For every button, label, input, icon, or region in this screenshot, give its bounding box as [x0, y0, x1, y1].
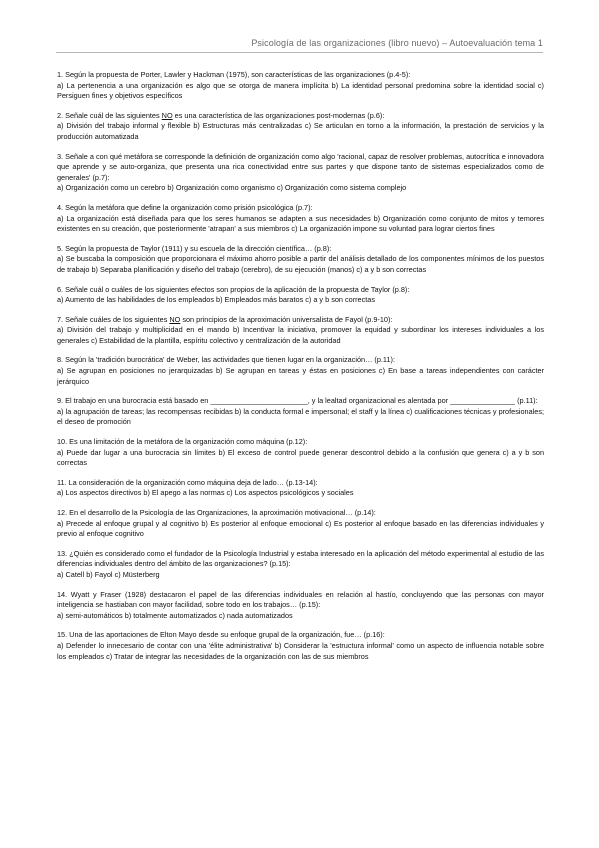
page-header: Psicología de las organizaciones (libro nuevo) – Autoevaluación tema 1	[56, 38, 543, 53]
question-text: 3. Señale a con qué metáfora se corresponde la definición de organización como algo 'racional, capaz de resolver problemas, autocrítica e innovadora que aprende y se auto-organiza, que presenta una rica conectividad entre sus partes y que dispone tanto de sistemas especializados como de generales' (p.7):	[57, 151, 544, 182]
question-13	[57, 549, 544, 581]
underlined-no: NO	[169, 314, 181, 324]
question-2	[57, 111, 544, 143]
answer-options: a) Se buscaba la composición que proporcionara el máximo ahorro posible a partir del análisis detallado de los componentes mínimos de los puestos de trabajo b) Separaba planificación y diseño del trabajo (cerebro), de su ejecución (manos) c) a y b son correctas	[57, 254, 544, 274]
answer-options: a) Precede al enfoque grupal y al cognitivo b) Es posterior al enfoque emocional c) Es posterior al enfoque basado en las diferencias individuales y previo al enfoque cognitivo	[57, 518, 544, 539]
question-text: 10. Es una limitación de la metáfora de la organización como máquina (p.12):	[57, 437, 308, 447]
question-15	[57, 630, 544, 662]
underlined-no: NO	[161, 110, 173, 120]
answer-options: a) semi-automáticos b) totalmente automatizados c) nada automatizados	[57, 610, 293, 620]
question-text: 15. Una de las aportaciones de Elton Mayo desde su enfoque grupal de la organización, fue… (p.16):	[57, 630, 385, 640]
question-text: 11. La consideración de la organización como máquina deja de lado… (p.13-14):	[57, 477, 318, 487]
question-14	[57, 590, 544, 622]
question-9	[57, 396, 544, 428]
answer-options: a) Los aspectos directivos b) El apego a las normas c) Los aspectos psicológicos y sociales	[57, 488, 354, 498]
question-text: 14. Wyatt y Fraser (1928) destacaron el papel de las diferencias individuales en relación al hastío, concluyendo que las personas con mayor inteligencia se hastiaban con mayor facilidad, sobre todo en los trabajos… (p.15):	[57, 589, 544, 610]
answer-options: a) La pertenencia a una organización es algo que se otorga de manera implícita b) La identidad personal predomina sobre la identidad social c) Persiguen fines y objetivos específicos	[57, 80, 544, 101]
answer-options: a) La organización está diseñada para que los seres humanos se adapten a sus necesidades b) Organización como conjunto de mitos y temores existentes en su creación, que posteriormente 'atrapan' a sus miembros c) La organización impone su voluntad para lograr ciertos fines	[57, 213, 544, 234]
question-6	[57, 285, 544, 306]
answer-options: a) Organización como un cerebro b) Organización como organismo c) Organización como sistema complejo	[57, 183, 407, 193]
answer-options: a) Puede dar lugar a una burocracia sin límites b) El exceso de control puede generar descontrol debido a la confusión que genera c) a y b son correctas	[57, 447, 544, 468]
answer-options: a) la agrupación de tareas; las recompensas recibidas b) la conducta formal e impersonal; el staff y la línea c) cualificaciones técnicas y profesionales; el deseo de promoción	[57, 406, 544, 427]
answer-options: a) Catell b) Fayol c) Müsterberg	[57, 569, 160, 579]
question-4	[57, 203, 544, 235]
question-3	[57, 152, 544, 194]
question-1	[57, 70, 544, 102]
question-text: 13. ¿Quién es considerado como el fundador de la Psicología Industrial y estaba interesado en la aplicación del método experimental al estudio de las diferencias individuales dentro del ámbito de las organizaciones? (p.15):	[57, 548, 544, 569]
answer-options: a) Se agrupan en posiciones no jerarquizadas b) Se agrupan en tareas y éstas en posiciones c) En base a tareas independientes con carácter jerárquico	[57, 366, 544, 386]
question-11	[57, 478, 544, 499]
question-5	[57, 244, 544, 276]
answer-options: a) División del trabajo informal y flexible b) Estructuras más centralizadas c) Se articulan en torno a la información, la prestación de servicios y la producción automatizada	[57, 121, 544, 141]
answer-options: a) Defender lo innecesario de contar con una 'élite administrativa' b) Considerar la 'estructura informal' como un aspecto de influencia notable sobre los empleados c) Tratar de integrar las necesidades de la organización con las de sus miembros	[57, 640, 544, 661]
question-text: 6. Señale cuál o cuáles de los siguientes efectos son propios de la aplicación de la propuesta de Taylor (p.8):	[57, 284, 410, 294]
answer-options: a) División del trabajo y multiplicidad en el mando b) Incentivar la iniciativa, promover la equidad y subordinar los intereses individuales a los generales c) Estabilidad de la plantilla, espíritu colectivo y centralización de la autoridad	[57, 325, 544, 345]
question-text: 12. En el desarrollo de la Psicología de las Organizaciones, la aproximación motivacional… (p.14):	[57, 508, 376, 517]
question-12	[57, 508, 544, 540]
question-text: 4. Según la metáfora que define la organización como prisión psicológica (p.7):	[57, 202, 313, 212]
question-list	[57, 70, 544, 671]
question-text: 9. El trabajo en una burocracia está basado en ________________________, y la lealtad organizacional es alentada por ________________ (p.11):	[57, 396, 538, 406]
question-text: 7. Señale cuáles de los siguientes NO son principios de la aproximación universalista de Fayol (p.9-10):	[57, 314, 393, 324]
question-8	[57, 355, 544, 387]
question-text: 8. Según la 'tradición burocrática' de Weber, las actividades que tienen lugar en la organización… (p.11):	[57, 355, 395, 365]
question-text: 2. Señale cuál de las siguientes NO es una característica de las organizaciones post-modernas (p.6):	[57, 110, 385, 120]
question-text: 1. Según la propuesta de Porter, Lawler y Hackman (1975), son características de las organizaciones (p.4-5):	[57, 70, 411, 79]
question-10	[57, 437, 544, 469]
question-text: 5. Según la propuesta de Taylor (1911) y su escuela de la dirección científica… (p.8):	[57, 243, 332, 253]
question-7	[57, 315, 544, 347]
answer-options: a) Aumento de las habilidades de los empleados b) Empleados más baratos c) a y b son correctas	[57, 295, 375, 305]
